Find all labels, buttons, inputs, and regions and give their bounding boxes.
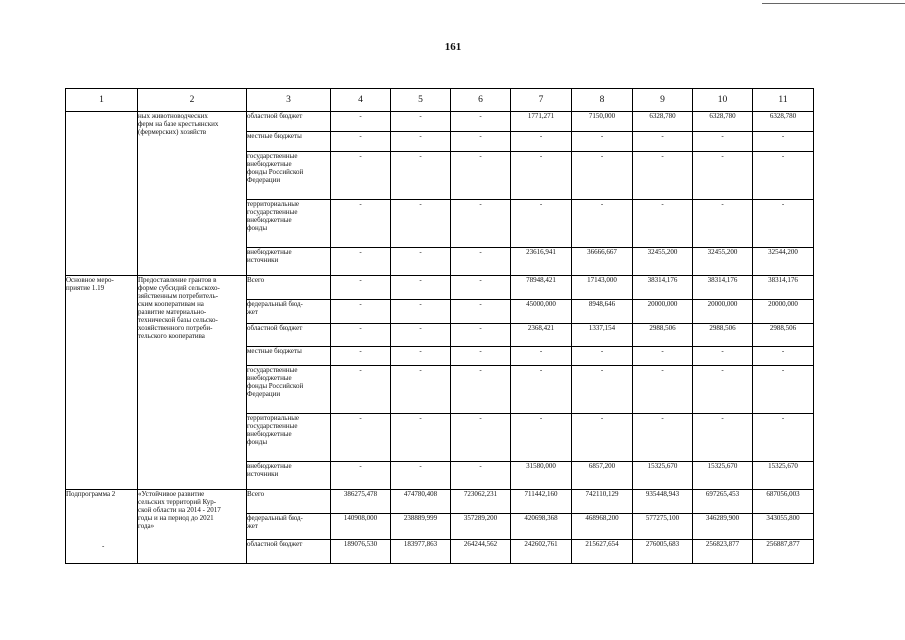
value-cell-col-6: 264244,562 xyxy=(451,540,511,564)
value-cell-col-5: - xyxy=(391,112,451,132)
section-title-cell: Предоставление грантов в форме субсидий сельскохо- зяйственным потребитель- ским кооперативам на развитие материально- технической базы сельско- хозяйственного потреби- тельского кооператива xyxy=(138,276,247,490)
value-cell-col-5: - xyxy=(391,276,451,300)
value-cell-col-6: - xyxy=(451,132,511,152)
funding-source-cell: местные бюджеты xyxy=(247,347,331,366)
funding-source-cell: Всего xyxy=(247,276,331,300)
section-code-cell xyxy=(66,490,138,564)
value-cell-col-11: - xyxy=(753,200,814,248)
value-cell-col-11: 343055,800 xyxy=(753,514,814,540)
value-cell-col-7: - xyxy=(511,414,572,462)
value-cell-col-10: - xyxy=(693,347,753,366)
value-cell-col-9: - xyxy=(633,366,693,414)
value-cell-col-6: - xyxy=(451,152,511,200)
value-cell-col-6: - xyxy=(451,200,511,248)
value-cell-col-8: 17143,000 xyxy=(572,276,633,300)
value-cell-col-7: 420698,368 xyxy=(511,514,572,540)
column-header-11: 11 xyxy=(753,89,814,112)
funding-source-cell: федеральный бюд- жет xyxy=(247,300,331,324)
value-cell-col-10: - xyxy=(693,366,753,414)
value-cell-col-6: - xyxy=(451,300,511,324)
section-code-cell xyxy=(66,112,138,276)
value-cell-col-8: 7150,000 xyxy=(572,112,633,132)
funding-source-cell: государственные внебюджетные фонды Российской Федерации xyxy=(247,152,331,200)
column-header-3: 3 xyxy=(247,89,331,112)
section-mark: - xyxy=(102,542,105,550)
value-cell-col-11: - xyxy=(753,132,814,152)
funding-source-cell: территориальные государственные внебюджетные фонды xyxy=(247,200,331,248)
value-cell-col-8: - xyxy=(572,152,633,200)
value-cell-col-6: - xyxy=(451,347,511,366)
table-body xyxy=(66,112,814,564)
header-row xyxy=(66,89,814,112)
value-cell-col-4: - xyxy=(331,200,391,248)
value-cell-col-7: - xyxy=(511,366,572,414)
value-cell-col-6: 723062,231 xyxy=(451,490,511,514)
funding-source-cell: Всего xyxy=(247,490,331,514)
value-cell-col-10: - xyxy=(693,414,753,462)
value-cell-col-9: 32455,200 xyxy=(633,248,693,276)
funding-source-cell: внебюджетные источники xyxy=(247,462,331,490)
value-cell-col-5: - xyxy=(391,414,451,462)
funding-source-cell: государственные внебюджетные фонды Российской Федерации xyxy=(247,366,331,414)
funding-source-cell: местные бюджеты xyxy=(247,132,331,152)
value-cell-col-9: 276005,683 xyxy=(633,540,693,564)
value-cell-col-4: - xyxy=(331,132,391,152)
value-cell-col-7: 2368,421 xyxy=(511,324,572,347)
value-cell-col-5: - xyxy=(391,324,451,347)
value-cell-col-9: 577275,100 xyxy=(633,514,693,540)
value-cell-col-10: 15325,670 xyxy=(693,462,753,490)
column-header-4: 4 xyxy=(331,89,391,112)
budget-table xyxy=(65,88,814,564)
scan-edge-line xyxy=(762,3,905,4)
table-row xyxy=(66,112,814,132)
value-cell-col-11: 256887,877 xyxy=(753,540,814,564)
value-cell-col-5: - xyxy=(391,200,451,248)
value-cell-col-4: - xyxy=(331,414,391,462)
value-cell-col-4: - xyxy=(331,248,391,276)
funding-source-cell: областной бюджет xyxy=(247,324,331,347)
value-cell-col-5: 238889,999 xyxy=(391,514,451,540)
value-cell-col-5: - xyxy=(391,132,451,152)
funding-source-cell: областной бюджет xyxy=(247,540,331,564)
value-cell-col-4: - xyxy=(331,276,391,300)
value-cell-col-4: - xyxy=(331,300,391,324)
value-cell-col-8: - xyxy=(572,366,633,414)
value-cell-col-5: - xyxy=(391,300,451,324)
value-cell-col-11: 32544,200 xyxy=(753,248,814,276)
column-header-1: 1 xyxy=(66,89,138,112)
value-cell-col-9: 935448,943 xyxy=(633,490,693,514)
value-cell-col-10: 697265,453 xyxy=(693,490,753,514)
value-cell-col-4: - xyxy=(331,324,391,347)
value-cell-col-7: 23616,941 xyxy=(511,248,572,276)
value-cell-col-9: - xyxy=(633,132,693,152)
value-cell-col-5: - xyxy=(391,152,451,200)
value-cell-col-9: 15325,670 xyxy=(633,462,693,490)
value-cell-col-7: - xyxy=(511,200,572,248)
value-cell-col-9: - xyxy=(633,347,693,366)
section-code: Основное меро- приятие 1.19 xyxy=(66,276,114,292)
page-number: 161 xyxy=(444,41,462,53)
value-cell-col-9: 6328,780 xyxy=(633,112,693,132)
value-cell-col-5: - xyxy=(391,347,451,366)
value-cell-col-4: - xyxy=(331,152,391,200)
value-cell-col-6: - xyxy=(451,248,511,276)
value-cell-col-10: 38314,176 xyxy=(693,276,753,300)
value-cell-col-4: 189076,530 xyxy=(331,540,391,564)
value-cell-col-7: 31580,000 xyxy=(511,462,572,490)
funding-source-cell: территориальные государственные внебюджетные фонды xyxy=(247,414,331,462)
value-cell-col-5: - xyxy=(391,366,451,414)
value-cell-col-10: - xyxy=(693,152,753,200)
value-cell-col-6: - xyxy=(451,366,511,414)
value-cell-col-9: 38314,176 xyxy=(633,276,693,300)
value-cell-col-9: - xyxy=(633,200,693,248)
value-cell-col-8: 6857,200 xyxy=(572,462,633,490)
value-cell-col-10: 20000,000 xyxy=(693,300,753,324)
value-cell-col-4: - xyxy=(331,366,391,414)
value-cell-col-8: - xyxy=(572,132,633,152)
value-cell-col-11: - xyxy=(753,347,814,366)
funding-source-cell: внебюджетные источники xyxy=(247,248,331,276)
value-cell-col-5: - xyxy=(391,462,451,490)
value-cell-col-8: - xyxy=(572,347,633,366)
value-cell-col-9: - xyxy=(633,152,693,200)
value-cell-col-10: 346289,900 xyxy=(693,514,753,540)
table-row xyxy=(66,490,814,514)
value-cell-col-7: - xyxy=(511,347,572,366)
column-header-10: 10 xyxy=(693,89,753,112)
funding-source-cell: федеральный бюд- жет xyxy=(247,514,331,540)
value-cell-col-11: - xyxy=(753,414,814,462)
value-cell-col-9: 2988,506 xyxy=(633,324,693,347)
value-cell-col-11: 15325,670 xyxy=(753,462,814,490)
value-cell-col-8: 215627,654 xyxy=(572,540,633,564)
value-cell-col-8: - xyxy=(572,200,633,248)
value-cell-col-8: - xyxy=(572,414,633,462)
column-header-7: 7 xyxy=(511,89,572,112)
value-cell-col-6: 357289,200 xyxy=(451,514,511,540)
value-cell-col-11: 20000,000 xyxy=(753,300,814,324)
value-cell-col-6: - xyxy=(451,112,511,132)
value-cell-col-6: - xyxy=(451,462,511,490)
value-cell-col-11: 38314,176 xyxy=(753,276,814,300)
value-cell-col-11: - xyxy=(753,152,814,200)
value-cell-col-6: - xyxy=(451,324,511,347)
value-cell-col-11: 6328,780 xyxy=(753,112,814,132)
value-cell-col-7: - xyxy=(511,132,572,152)
value-cell-col-8: 742110,129 xyxy=(572,490,633,514)
column-header-9: 9 xyxy=(633,89,693,112)
value-cell-col-9: 20000,000 xyxy=(633,300,693,324)
table-row xyxy=(66,276,814,300)
value-cell-col-10: - xyxy=(693,132,753,152)
value-cell-col-8: 36666,667 xyxy=(572,248,633,276)
value-cell-col-5: 183977,863 xyxy=(391,540,451,564)
value-cell-col-10: - xyxy=(693,200,753,248)
value-cell-col-7: 711442,160 xyxy=(511,490,572,514)
value-cell-col-7: - xyxy=(511,152,572,200)
value-cell-col-7: 242602,761 xyxy=(511,540,572,564)
value-cell-col-10: 2988,506 xyxy=(693,324,753,347)
value-cell-col-9: - xyxy=(633,414,693,462)
section-title-cell: ных животноводческих ферм на базе крестьянских (фермерских) хозяйств xyxy=(138,112,247,276)
value-cell-col-7: 45000,000 xyxy=(511,300,572,324)
value-cell-col-4: - xyxy=(331,347,391,366)
value-cell-col-7: 78948,421 xyxy=(511,276,572,300)
funding-source-cell: областной бюджет xyxy=(247,112,331,132)
value-cell-col-11: 2988,506 xyxy=(753,324,814,347)
value-cell-col-10: 6328,780 xyxy=(693,112,753,132)
value-cell-col-8: 8948,646 xyxy=(572,300,633,324)
column-header-5: 5 xyxy=(391,89,451,112)
column-header-2: 2 xyxy=(138,89,247,112)
value-cell-col-6: - xyxy=(451,276,511,300)
value-cell-col-4: - xyxy=(331,462,391,490)
column-header-8: 8 xyxy=(572,89,633,112)
column-header-6: 6 xyxy=(451,89,511,112)
section-title-cell: «Устойчивое развитие сельских территорий Кур- ской области на 2014 - 2017 годы и на период до 2021 года» xyxy=(138,490,247,564)
value-cell-col-4: 386275,478 xyxy=(331,490,391,514)
value-cell-col-11: 687056,003 xyxy=(753,490,814,514)
value-cell-col-7: 1771,271 xyxy=(511,112,572,132)
value-cell-col-8: 468968,200 xyxy=(572,514,633,540)
value-cell-col-5: - xyxy=(391,248,451,276)
value-cell-col-11: - xyxy=(753,366,814,414)
value-cell-col-10: 256823,877 xyxy=(693,540,753,564)
value-cell-col-4: - xyxy=(331,112,391,132)
value-cell-col-6: - xyxy=(451,414,511,462)
value-cell-col-4: 140908,000 xyxy=(331,514,391,540)
section-code-cell xyxy=(66,276,138,490)
section-code: Подпрограмма 2 xyxy=(66,490,116,498)
value-cell-col-10: 32455,200 xyxy=(693,248,753,276)
value-cell-col-5: 474780,408 xyxy=(391,490,451,514)
value-cell-col-8: 1337,154 xyxy=(572,324,633,347)
